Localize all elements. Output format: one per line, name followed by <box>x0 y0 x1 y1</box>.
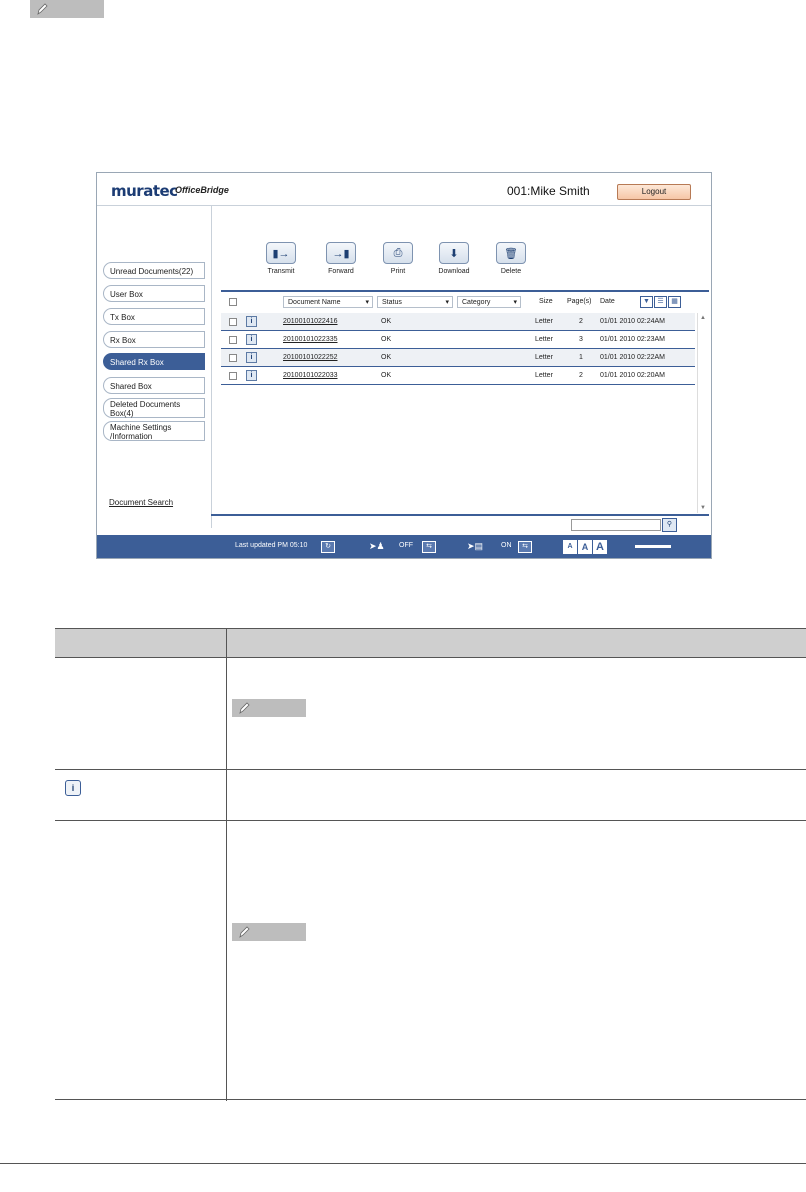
download-button[interactable] <box>434 242 474 275</box>
delete-button[interactable] <box>491 242 531 275</box>
status-cell: OK <box>381 354 392 361</box>
info-icon[interactable]: i <box>246 316 257 327</box>
last-updated-text: Last updated PM 05:10 <box>235 542 308 549</box>
date-cell: 01/01 2010 02:20AM <box>600 372 665 379</box>
date-cell: 01/01 2010 02:24AM <box>600 318 665 325</box>
print-label: Print <box>390 268 406 275</box>
font-medium-button[interactable]: A <box>578 540 592 554</box>
status-cell: OK <box>381 372 392 379</box>
sidebar-item-unread[interactable]: Unread Documents(22) <box>103 262 205 279</box>
user-forward-icon: ➤♟ <box>369 541 385 551</box>
pages-header: Page(s) <box>567 298 592 305</box>
progress-bar <box>635 545 671 548</box>
document-link[interactable]: 20100101022416 <box>283 318 338 325</box>
table-header <box>55 629 806 658</box>
transfer-icon: ➤▤ <box>467 541 484 551</box>
toggle-icon[interactable]: ⇆ <box>422 541 436 553</box>
search-icon[interactable]: ⚲ <box>662 518 677 532</box>
print-button[interactable] <box>378 242 418 275</box>
table-row[interactable] <box>221 313 695 331</box>
divider <box>221 290 709 292</box>
download-label: Download <box>438 268 470 275</box>
size-cell: Letter <box>535 318 553 325</box>
sidebar-item-shared-box[interactable]: Shared Box <box>103 377 205 394</box>
sidebar-item-tx-box[interactable]: Tx Box <box>103 308 205 325</box>
row-checkbox[interactable] <box>229 354 237 362</box>
table-row[interactable] <box>221 367 695 385</box>
date-cell: 01/01 2010 02:22AM <box>600 354 665 361</box>
document-link[interactable]: 20100101022033 <box>283 372 338 379</box>
pages-cell: 3 <box>579 336 583 343</box>
page-bottom-rule <box>0 1163 806 1164</box>
sidebar-item-machine-settings[interactable]: Machine Settings /Information <box>103 421 205 441</box>
sidebar-item-deleted-documents[interactable]: Deleted Documents Box(4) <box>103 398 205 418</box>
pages-cell: 1 <box>579 354 583 361</box>
list-view-icon[interactable]: ☰ <box>654 296 667 308</box>
document-name-select[interactable]: Document Name ▾ <box>283 296 373 308</box>
transmit-icon: ▮→ <box>266 242 296 264</box>
sidebar-item-user-box[interactable]: User Box <box>103 285 205 302</box>
trash-icon: 🗑 <box>496 242 526 264</box>
status-select[interactable]: Status ▾ <box>377 296 453 308</box>
status-cell: OK <box>381 336 392 343</box>
pages-cell: 2 <box>579 318 583 325</box>
scroll-down-icon[interactable]: ▼ <box>700 505 706 511</box>
muratec-logo: muratec <box>111 182 178 200</box>
note-tag <box>30 0 104 18</box>
status-cell: OK <box>381 318 392 325</box>
divider <box>211 514 709 516</box>
category-select[interactable]: Category ▾ <box>457 296 521 308</box>
pencil-note-icon <box>238 925 250 939</box>
note-tag <box>232 923 306 941</box>
row-checkbox[interactable] <box>229 318 237 326</box>
font-large-button[interactable]: A <box>593 540 607 554</box>
logout-button[interactable]: Logout <box>617 184 691 200</box>
size-header: Size <box>539 298 553 305</box>
toggle-icon[interactable]: ⇆ <box>518 541 532 553</box>
status-bar <box>97 535 711 558</box>
date-header: Date <box>600 298 615 305</box>
select-all-checkbox[interactable] <box>229 298 237 306</box>
sidebar-item-rx-box[interactable]: Rx Box <box>103 331 205 348</box>
info-icon[interactable]: i <box>246 334 257 345</box>
list-header <box>221 294 711 310</box>
pencil-note-icon <box>36 2 48 16</box>
row-divider <box>55 1099 806 1100</box>
description-table <box>55 628 806 1101</box>
table-row[interactable] <box>221 331 695 349</box>
refresh-icon[interactable]: ↻ <box>321 541 335 553</box>
sidebar <box>97 206 212 528</box>
date-cell: 01/01 2010 02:23AM <box>600 336 665 343</box>
transmit-label: Transmit <box>267 268 295 275</box>
forward-status-text: OFF <box>399 542 413 549</box>
scroll-up-icon[interactable]: ▲ <box>700 315 706 321</box>
info-icon: i <box>65 780 81 796</box>
transmit-button[interactable] <box>261 242 301 275</box>
row-checkbox[interactable] <box>229 336 237 344</box>
forward-label: Forward <box>328 268 354 275</box>
app-header <box>97 173 711 206</box>
search-input[interactable] <box>571 519 661 531</box>
info-icon[interactable]: i <box>246 370 257 381</box>
font-small-button[interactable]: A <box>563 540 577 554</box>
officebridge-screenshot <box>96 172 712 559</box>
info-icon[interactable]: i <box>246 352 257 363</box>
sidebar-item-shared-rx-box[interactable]: Shared Rx Box <box>103 353 205 370</box>
size-cell: Letter <box>535 372 553 379</box>
grid-view-icon[interactable]: ▦ <box>668 296 681 308</box>
row-checkbox[interactable] <box>229 372 237 380</box>
size-cell: Letter <box>535 336 553 343</box>
row-divider <box>55 769 806 770</box>
scrollbar[interactable] <box>697 313 707 513</box>
printer-icon: ⎙ <box>383 242 413 264</box>
sort-icon[interactable]: ▼ <box>640 296 653 308</box>
product-name: OfficeBridge <box>175 185 229 195</box>
column-divider <box>226 629 227 1101</box>
document-list <box>221 313 695 385</box>
download-icon: ⬇ <box>439 242 469 264</box>
pencil-note-icon <box>238 701 250 715</box>
document-link[interactable]: 20100101022252 <box>283 354 338 361</box>
transfer-status-text: ON <box>501 542 512 549</box>
table-row[interactable] <box>221 349 695 367</box>
delete-label: Delete <box>500 268 522 275</box>
document-link[interactable]: 20100101022335 <box>283 336 338 343</box>
forward-icon: →▮ <box>326 242 356 264</box>
document-search-link[interactable]: Document Search <box>109 498 174 507</box>
size-cell: Letter <box>535 354 553 361</box>
note-tag <box>232 699 306 717</box>
pages-cell: 2 <box>579 372 583 379</box>
user-name: 001:Mike Smith <box>507 184 590 198</box>
row-divider <box>55 820 806 821</box>
forward-button[interactable] <box>321 242 361 275</box>
